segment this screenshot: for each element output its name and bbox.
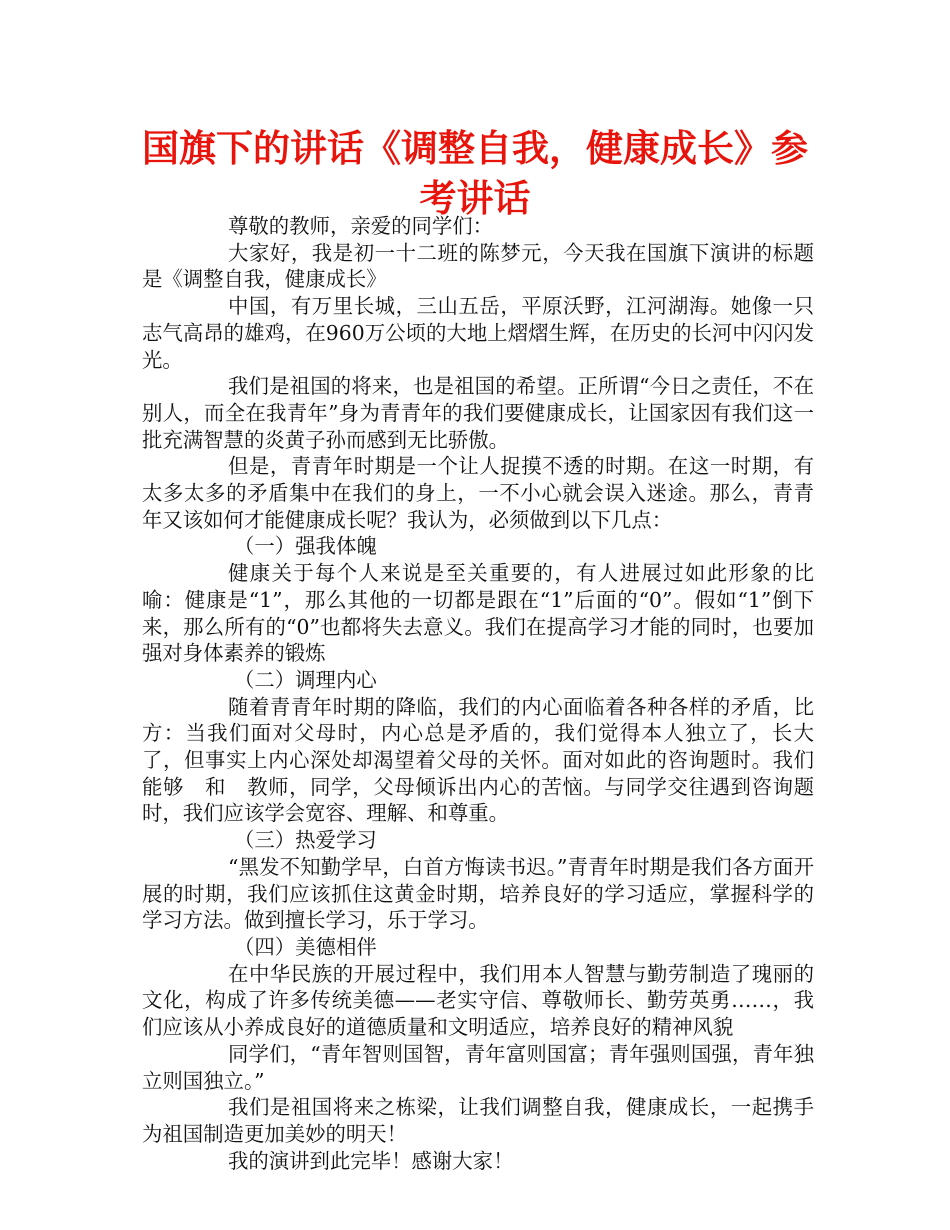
section-heading-1: （一）强我体魄 — [234, 534, 377, 559]
paragraph-study: “黑发不知勤学早，白首方悔读书迟。”青青年时期是我们各方面开展的时期，我们应该抓住这黄金时期，培养良好的学习适应，掌握科学的学习方法。做到擅长学习，乐于学习。 — [142, 854, 814, 933]
salutation: 尊敬的教师，亲爱的同学们： — [228, 214, 494, 238]
section-heading-3: （三）热爱学习 — [234, 828, 377, 853]
paragraph-quote: 同学们，“青年智则国智，青年富则国富；青年强则国强，青年独立则国独立。” — [142, 1041, 814, 1093]
document-title: 国旗下的讲话《调整自我，健康成长》参考讲话 — [142, 127, 808, 220]
paragraph-closing: 我们是祖国将来之栋梁，让我们调整自我，健康成长，一起携手为祖国制造更加美妙的明天！ — [142, 1095, 814, 1146]
paragraph-youth: 但是，青青年时期是一个让人捉摸不透的时期。在这一时期，有太多太多的矛盾集中在我们的身上，一不小心就会误入迷途。那么，青青年又该如何才能健康成长呢？我认为，必须做到以下几点： — [142, 454, 814, 532]
paragraph-virtue: 在中华民族的开展过程中，我们用本人智慧与勤劳制造了瑰丽的文化，构成了许多传统美德——老实守信、尊敬师长、勤劳英勇……，我们应该从小养成良好的道德质量和文明适应，培养良好的精神风貌 — [142, 961, 814, 1040]
paragraph-intro: 大家好，我是初一十二班的陈梦元，今天我在国旗下演讲的标题是《调整自我，健康成长》 — [142, 240, 814, 292]
paragraph-thanks: 我的演讲到此完毕！感谢大家！ — [228, 1148, 514, 1173]
section-heading-2: （二）调理内心 — [234, 667, 377, 692]
paragraph-health: 健康关于每个人来说是至关重要的，有人进展过如此形象的比喻：健康是“1”，那么其他的一切都是跟在“1”后面的“0”。假如“1”倒下来，那么所有的“0”也都将失去意义。我们在提高学习才能的同时，也要加强对身体素养的锻炼 — [142, 561, 814, 666]
document-body — [142, 213, 814, 1174]
paragraph-heart: 随着青青年时期的降临，我们的内心面临着各种各样的矛盾，比方：当我们面对父母时，内心总是矛盾的，我们觉得本人独立了，长大了，但事实上内心深处却渴望着父母的关怀。面对如此的咨询题时。我们能够 和 教师，同学，父母倾诉出内心的苦恼。与同学交往遇到咨询题时，我们应该学会宽容、理解、和尊重。 — [142, 694, 814, 826]
paragraph-future: 我们是祖国的将来，也是祖国的希望。正所谓“今日之责任，不在别人，而全在我青年”身为青青年的我们要健康成长，让国家因有我们这一批充满智慧的炎黄子孙而感到无比骄傲。 — [142, 374, 814, 452]
section-heading-4: （四）美德相伴 — [234, 934, 377, 959]
paragraph-china: 中国，有万里长城，三山五岳，平原沃野，江河湖海。她像一只志气高昂的雄鸡，在960万公顷的大地上熠熠生辉，在历史的长河中闪闪发光。 — [142, 294, 814, 372]
